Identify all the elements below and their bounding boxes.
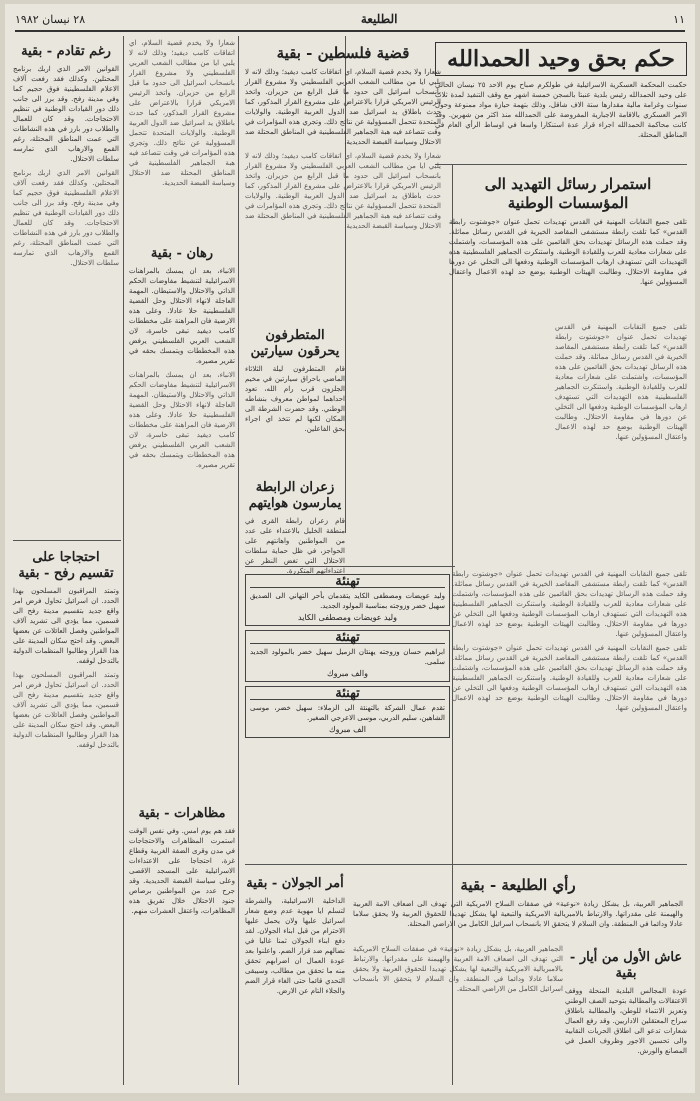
national-title: استمرار رسائل التهديد الى المؤسسات الوطنية	[484, 175, 652, 212]
page-number: ١١	[673, 12, 685, 26]
greeting-box	[245, 574, 450, 626]
national-body-tail2: تلقى جميع النقابات المهنية في القدس تهديدات تحمل عنوان «جوشتوت رابطة القدس» كما تلقت رابطة مستشفى المقاصد الخيرية في القدس رسائل مماثلة. وقد حملت هذه الرسائل تهديدات بحق القائمين على هذه المؤسسات، واشتملت على شعارات معادية للعرب وللقيادة الوطنية. واستنكرت الجماهير الفلسطينية هذه التهديدات التي تستهدف ارهاب المؤسسات الوطنية ودفعها الى التخلي عن دورها في مقاومة الاحتلال. وطالبت الهيئات الوطنية بوضع حد لهذه الاعمال واعتقال المسؤولين عنها.	[452, 644, 687, 712]
preaching-body: القوانين الامر الذي اربك برنامج المحتلين. وكذلك فقد رفعت آلاف الاعلام الفلسطينية فوق حجيم كما وفي مدينة رفح. وقد برز الى جانب ذلك دور القيادات الوطنية في تنظيم الاحتجاجات. وقد كان للعمال والطلاب دور بارز في هذه النشاطات التي عمت المناطق المحتلة، رغم القمع والارهاب الذي تمارسه سلطات الاحتلال.	[13, 65, 119, 163]
greeting-signature: وليد عويضات ومصطفى الكايد	[298, 613, 397, 622]
lies-body: قام زعران رابطة القرى في منطقة الخليل بالاعتداء على عدد من المواطنين واهانتهم على الحواجز، في ظل حماية سلطات الاحتلال التي تغض النظر عن اعتداءاتهم المتكررة.	[245, 517, 345, 575]
greeting-body: ابراهيم حسان وزوجته يهنئان الزميل سهيل خضر بالمولود الجديد سلمى.	[250, 648, 445, 666]
officers-title: المتطرفون يحرقون سيارتين	[250, 328, 340, 359]
section-rule	[245, 864, 687, 865]
section-rule	[13, 540, 121, 541]
newspaper-page	[5, 4, 695, 1093]
greeting-signature: والف مبروك	[327, 669, 368, 678]
palestine-body-col2: شعارا ولا يخدم قضية السلام، اي اتفاقات كامب ديفيد؛ وذلك لانه لا يلبي ايا من مطالب الشعب العربي الفلسطيني ولا مشروع القرار بانسحاب اسرائيل الى حدود ما قبل الرابع من حزيران. واتخذ الرئيس الامريكي قرارا بالاعتراض على مشروع القرار المذكور، كما حدث باطلاق يد اسرائيل ضد الدول العربية الوطنية. والولايات المتحدة تتحمل المسؤولية عن نتائج ذلك. وتجري هذه المؤامرات في وقت تتصاعد فيه هبة الجماهير الفلسطينية في المناطق المحتلة ضد الاحتلال وسياسة القبضة الحديدية.	[129, 39, 235, 187]
national-continued	[555, 322, 687, 562]
bethlehem-body: الانباء، بعد ان يمسك بالمراهنات الاسرائيلية لتنشيط مفاوضات الحكم الذاتي والاحتلال والاستيطان. المهمة العاجلة لانهاء الاحتلال وحل القضية الفلسطينية حلا عادلا. وعلى هذه الارضية فان المراهنة على مخططات كامب ديفيد تبقى خاسرة، لان الشعب العربي الفلسطيني يرفض هذه المخططات ويتمسك بحقه في تقرير مصيره.	[129, 267, 235, 365]
protests-body: فقد هم يوم امس. وفي نفس الوقت استمرت المظاهرات والاحتجاجات في مدن وقرى الضفة الغربية وقطاع غزة، احتجاجا على الاعتداءات الاسرائيلية على المسجد الاقصى وعلى سياسة القبضة الحديدية. وقد جرح عدد من المواطنين برصاص جنود الاحتلال خلال تفريق هذه المظاهرات، واعتقل العشرات منهم.	[129, 827, 235, 915]
dawn-title: عاش الأول من أيار - بقية	[569, 950, 683, 981]
section-rule	[435, 164, 687, 165]
greeting-signature: الف مبروك	[328, 725, 367, 734]
opinion-continued	[353, 944, 563, 1084]
officers-body: قام المتطرفون ليلة الثلاثاء الماضي باحراق سيارتين في مخيم الجلزون قرب رام الله، تعود احداهما لمواطن معروف بنشاطه الوطني. وقد حضرت الشرطة الى المكان لكنها لم تتخذ اي اجراء بحق الفاعلين.	[245, 365, 345, 433]
national-body: تلقى جميع النقابات المهنية في القدس تهديدات تحمل عنوان «جوشتوت رابطة القدس» كما تلقت رابطة مستشفى المقاصد الخيرية في القدس رسائل مماثلة. وقد حملت هذه الرسائل تهديدات بحق القائمين على هذه المؤسسات، واشتملت على شعارات معادية للعرب وللقيادة الوطنية. واستنكرت الجماهير الفلسطينية هذه التهديدات التي تستهدف ارهاب المؤسسات الوطنية ودفعها الى التخلي عن دورها في مقاومة الاحتلال. وطالبت الهيئات الوطنية بوضع حد لهذه الاعمال واعتقال المسؤولين عنها.	[449, 218, 687, 286]
rafah-article	[13, 544, 119, 1084]
lead-story	[435, 36, 687, 161]
bethlehem-article	[129, 240, 235, 800]
opinion-title: رأي الطليعة - بقية	[460, 876, 576, 894]
issue-date: ٢٨ نيسان ١٩٨٢	[15, 12, 86, 26]
greeting-body: تقدم عمال الشركة بالتهنئة الى الزملاء: سهيل خضر، موسى الشاهين، سليم الدربي، موسى الاعرجي الصغير.	[250, 704, 445, 722]
preaching-body-continued: القوانين الامر الذي اربك برنامج المحتلين. وكذلك فقد رفعت آلاف الاعلام الفلسطينية فوق حجيم كما وفي مدينة رفح. وقد برز الى جانب ذلك دور القيادات الوطنية في تنظيم الاحتجاجات. وقد كان للعمال والطلاب دور بارز في هذه النشاطات التي عمت المناطق المحتلة، رغم القمع والارهاب الذي تمارسه سلطات الاحتلال.	[13, 169, 119, 267]
greeting-title: تهنئة	[250, 577, 445, 588]
palestine-body-continued: شعارا ولا يخدم قضية السلام، اي اتفاقات كامب ديفيد؛ وذلك لانه لا يلبي ايا من مطالب الشعب العربي الفلسطيني ولا مشروع القرار بانسحاب اسرائيل الى حدود ما قبل الرابع من حزيران. واتخذ الرئيس الامريكي قرارا بالاعتراض على مشروع القرار المذكور، كما حدث باطلاق يد اسرائيل ضد الدول العربية الوطنية. والولايات المتحدة تتحمل المسؤولية عن نتائج ذلك. وتجري هذه المؤامرات في وقت تتصاعد فيه هبة الجماهير الفلسطينية في المناطق المحتلة ضد الاحتلال وسياسة القبضة الحديدية.	[245, 152, 441, 230]
opinion-body: الجماهير العربية، بل يشكل زيادة «نوعية» في صفقات السلاح الامريكية التي تهدف الى اضعاف الامة العربية والهيمنة على مقدراتها. والارتباط بالامبريالية الامريكية والتبعية لها يشكل تهديدا للحقوق العربية ولا يحقق سلاما عادلا ودائما في المنطقة. وان السلام لا يتحقق الا بانسحاب اسرائيل الكامل من الاراضي المحتلة.	[353, 900, 683, 928]
column-rule	[238, 36, 239, 1085]
lies-brief	[245, 474, 345, 575]
national-body-continued: تلقى جميع النقابات المهنية في القدس تهديدات تحمل عنوان «جوشتوت رابطة القدس» كما تلقت رابطة مستشفى المقاصد الخيرية في القدس رسائل مماثلة. وقد حملت هذه الرسائل تهديدات بحق القائمين على هذه المؤسسات، واشتملت على شعارات معادية للعرب وللقيادة الوطنية. واستنكرت الجماهير الفلسطينية هذه التهديدات التي تستهدف ارهاب المؤسسات الوطنية ودفعها الى التخلي عن دورها في مقاومة الاحتلال. وطالبت الهيئات الوطنية بوضع حد لهذه الاعمال واعتقال المسؤولين عنها.	[555, 323, 687, 441]
lies-title: زعران الرابطة يمارسون هوايتهم	[248, 480, 342, 511]
national-article	[449, 169, 687, 319]
golan-article	[245, 870, 345, 1084]
dawn-body: عودة المجالس البلدية المنحلة ووقف الاعتقالات والمطالبة بتوحيد الصف الوطني وتعزيز الانتماء للوطن، والمطالبة باطلاق سراح المعتقلين الاداريين. وقد رفع العمال شعارات تدعو الى اطلاق الحريات النقابية والى تحسين الاجور وظروف العمل في المصانع والورش.	[565, 987, 687, 1055]
greeting-title: تهنئة	[250, 633, 445, 644]
lead-body: حكمت المحكمة العسكرية الاسرائيلية في طولكرم صباح يوم الاحد ٢٥ نيسان الحالي على وحيد الحمدالله رئيس بلدية عنبتا بالسجن خمسة اشهر مع وقف التنفيذ لمدة ثلاث سنوات وغرامة مالية مقدارها ستة الاف شاقل، وذلك بتهمة حيازة مواد ممنوعة وحول الامر العسكري بالاقامة الاجبارية المفروضة على الحمدالله منذ اكثر من شهرين. وقد كانت محاكمة الحمدالله اجراء قرار عدة استنكارا واسعا في اوساط الرأي العام في المناطق المحتلة.	[435, 81, 687, 139]
protests-article	[129, 800, 235, 1084]
greeting-box	[245, 686, 450, 738]
palestine-title: قضية فلسطين - بقية	[276, 44, 410, 62]
lead-title: حكم بحق وحيد الحمدالله	[435, 42, 687, 76]
paper-name: الطليعة	[360, 12, 398, 26]
greetings-section	[245, 570, 450, 862]
preaching-title: رغم تقادم - بقية	[21, 44, 111, 59]
greeting-box	[245, 630, 450, 682]
golan-body: الداخلية الاسرائيلية، والشرطة لتسلم ايا مهوية عدم وضع شعار اسرائيل عليها ولان يحمل عليها الاحترام من قبل ابناء الجولان. لقد دفع ابناء الجولان ثمنا غاليا في نضالهم ضد قرار الضم. واعلنوا بعد عودة العمال ان اضرابهم تحقق منه ما تحقق من مطالب، وسيبقى التحدي قائما حتى الغاء قرار الضم والجلاء التام عن الارض.	[245, 897, 345, 995]
greeting-body: وليد عويضات ومصطفى الكايد يتقدمان بأحر التهاني الى الصديق سهيل خضر وزوجته بمناسبة المولود الجديد.	[250, 592, 445, 610]
greeting-title: تهنئة	[250, 689, 445, 700]
dawn-column	[565, 944, 687, 1084]
protests-title: مظاهرات - بقية	[138, 806, 226, 821]
rafah-title: احتجاجا على تقسيم رفح - بقية	[18, 550, 114, 581]
rafah-body: وتمتد المراقبون المسلحون بهذا الحدد. ان اسرائيل تحاول فرض امر واقع جديد بتقسيم مدينة رفح الى قسمين، مما يؤدي الى تشريد آلاف المواطنين وفصل العائلات عن بعضها البعض. وقد احتج سكان المدينة على هذا القرار وطالبوا المنظمات الدولية بالتدخل لوقفه.	[13, 587, 119, 665]
opinion-body-continued: الجماهير العربية، بل يشكل زيادة «نوعية» في صفقات السلاح الامريكية التي تهدف الى اضعاف الامة العربية والهيمنة على مقدراتها. والارتباط بالامبريالية الامريكية والتبعية لها يشكل تهديدا للحقوق العربية ولا يحقق سلاما عادلا ودائما في المنطقة. وان السلام لا يتحقق الا بانسحاب اسرائيل الكامل من الاراضي المحتلة.	[353, 945, 563, 993]
palestine-continued	[129, 38, 235, 238]
bethlehem-title: رهان - بقية	[150, 246, 214, 261]
national-body-tail: تلقى جميع النقابات المهنية في القدس تهديدات تحمل عنوان «جوشتوت رابطة القدس» كما تلقت رابطة مستشفى المقاصد الخيرية في القدس رسائل مماثلة. وقد حملت هذه الرسائل تهديدات بحق القائمين على هذه المؤسسات، واشتملت على شعارات معادية للعرب وللقيادة الوطنية. واستنكرت الجماهير الفلسطينية هذه التهديدات التي تستهدف ارهاب المؤسسات الوطنية ودفعها الى التخلي عن دورها في مقاومة الاحتلال. وطالبت الهيئات الوطنية بوضع حد لهذه الاعمال واعتقال المسؤولين عنها.	[452, 570, 687, 638]
bethlehem-body-continued: الانباء، بعد ان يمسك بالمراهنات الاسرائيلية لتنشيط مفاوضات الحكم الذاتي والاحتلال والاستيطان. المهمة العاجلة لانهاء الاحتلال وحل القضية الفلسطينية حلا عادلا. وعلى هذه الارضية فان المراهنة على مخططات كامب ديفيد تبقى خاسرة، لان الشعب العربي الفلسطيني يرفض هذه المخططات ويتمسك بحقه في تقرير مصيره.	[129, 371, 235, 469]
golan-title: أمر الجولان - بقية	[246, 876, 344, 891]
officers-brief	[245, 322, 345, 472]
palestine-body: شعارا ولا يخدم قضية السلام، اي اتفاقات كامب ديفيد؛ وذلك لانه لا يلبي ايا من مطالب الشعب العربي الفلسطيني ولا مشروع القرار بانسحاب اسرائيل الى حدود ما قبل الرابع من حزيران. واتخذ الرئيس الامريكي قرارا بالاعتراض على مشروع القرار المذكور، كما حدث باطلاق يد اسرائيل ضد الدول العربية الوطنية. والولايات المتحدة تتحمل المسؤولية عن نتائج ذلك. وتجري هذه المؤامرات في وقت تتصاعد فيه هبة الجماهير الفلسطينية في المناطق المحتلة ضد الاحتلال وسياسة القبضة الحديدية.	[245, 68, 441, 146]
column-rule	[123, 36, 124, 1085]
preaching-article	[13, 38, 119, 538]
section-rule	[245, 566, 455, 567]
palestine-article	[245, 38, 441, 318]
rafah-body-continued: وتمتد المراقبون المسلحون بهذا الحدد. ان اسرائيل تحاول فرض امر واقع جديد بتقسيم مدينة رفح الى قسمين، مما يؤدي الى تشريد آلاف المواطنين وفصل العائلات عن بعضها البعض. وقد احتج سكان المدينة على هذا القرار وطالبوا المنظمات الدولية بالتدخل لوقفه.	[13, 671, 119, 749]
dawn-article	[452, 569, 687, 859]
opinion-article	[353, 870, 683, 940]
page-header	[15, 8, 685, 32]
